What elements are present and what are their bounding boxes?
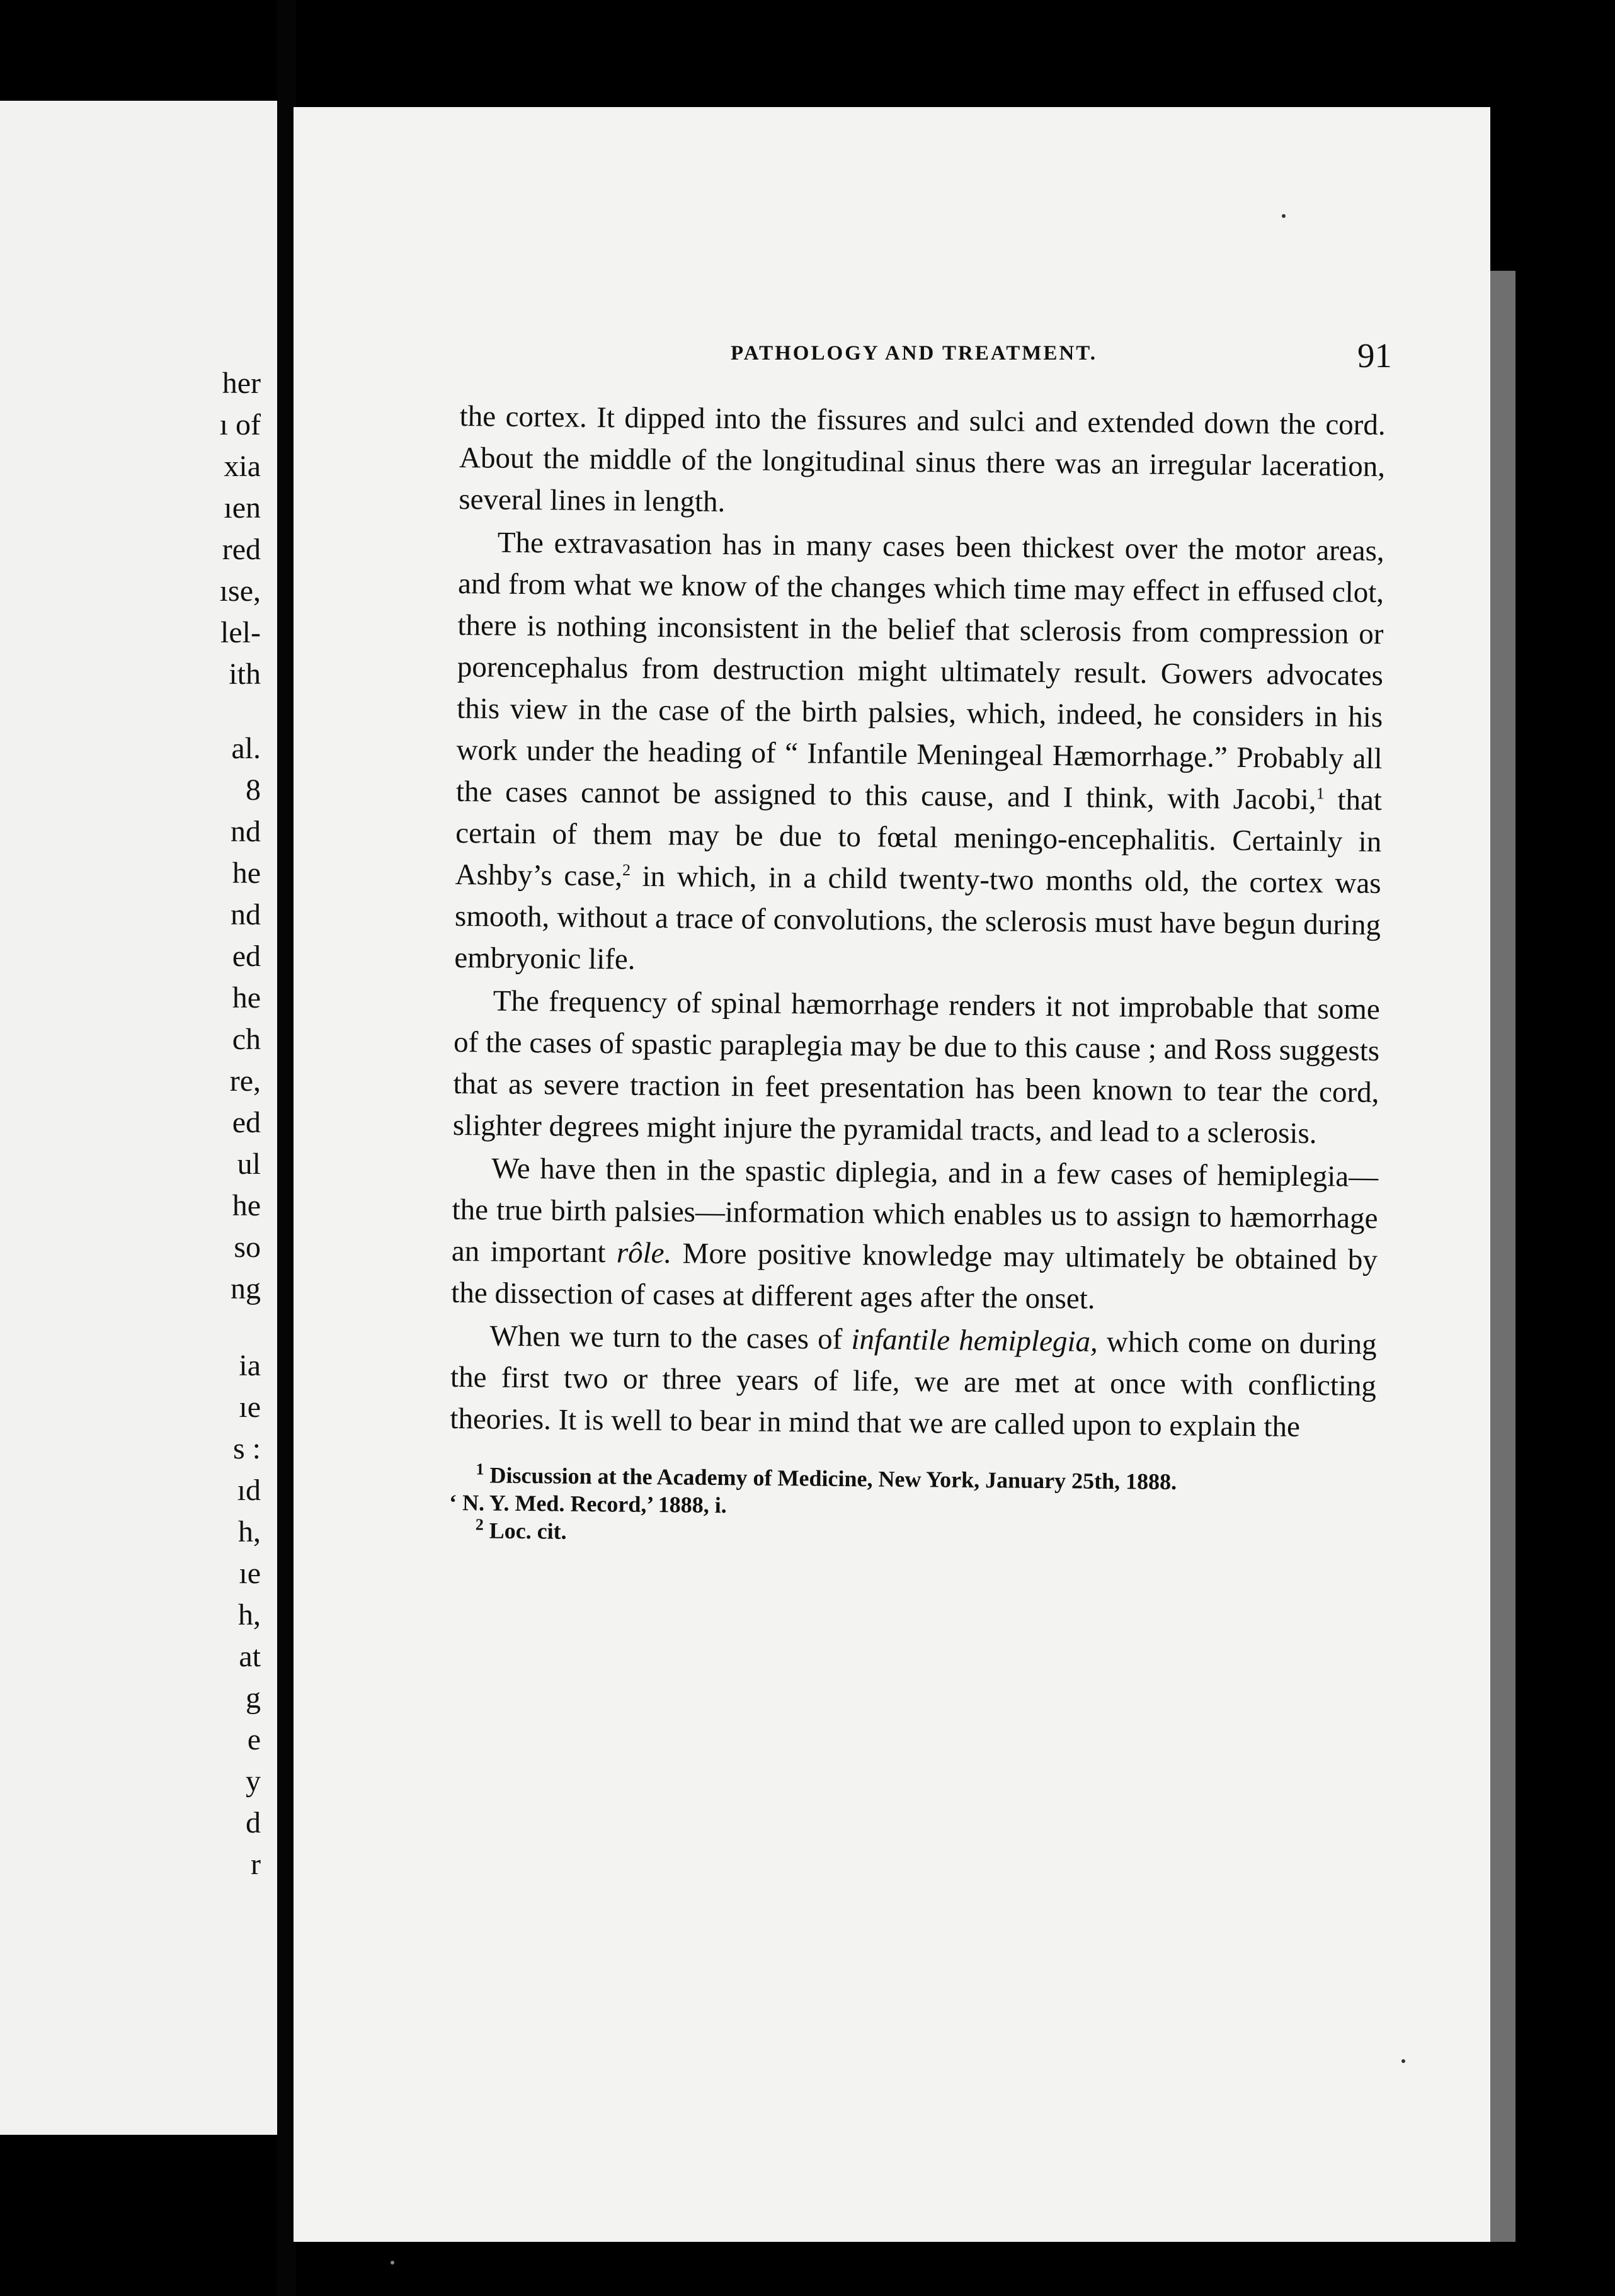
left-fragment: at xyxy=(239,1640,261,1673)
running-title: PATHOLOGY AND TREATMENT. xyxy=(731,342,1098,365)
left-fragment: 8 xyxy=(246,773,261,807)
text-run: in which, in a child twenty-two months old, the cortex was smooth, without a trace of convolutions, the sclerosis must have begun during embryonic life. xyxy=(454,860,1381,976)
left-fragment: g xyxy=(246,1681,261,1715)
paragraph-continued: the cortex. It dipped into the fissures and sulci and extended down the cord. About the middle of the longitudinal sinus there was an irregular laceration, several lines in length. xyxy=(459,399,1386,519)
left-fragment: ıe xyxy=(239,1390,261,1424)
paragraph-extravasation xyxy=(454,521,1384,987)
paper-speck xyxy=(1401,2059,1405,2063)
left-fragment: h, xyxy=(238,1598,261,1632)
body-text xyxy=(448,395,1385,1553)
page-number: 91 xyxy=(1357,336,1392,375)
text-run: which come on during the first two or three years of life, we are met at once with conflicting theories. It is well to bear in mind that we are called upon to explain the xyxy=(450,1325,1377,1443)
footnote-text: Discussion at the Academy of Medicine, New York, January 25th, 1888. xyxy=(484,1462,1177,1495)
text-run: When we turn to the cases of xyxy=(489,1319,852,1356)
left-fragment: ed xyxy=(232,940,261,973)
left-fragment: ed xyxy=(232,1106,261,1139)
left-fragment: nd xyxy=(231,815,261,848)
left-page-edge xyxy=(0,101,277,2135)
text-run: We have then in the spastic diplegia, and in a few cases of hemiplegia—the true birth palsies—information which enables us to assign to hæmorrhage an important xyxy=(451,1152,1379,1270)
footnote-ref-1: 1 xyxy=(1316,784,1325,803)
paper-speck xyxy=(391,2261,394,2265)
left-fragment: red xyxy=(222,533,261,566)
footnote-mark-1: 1 xyxy=(476,1460,484,1479)
paper-speck xyxy=(1282,214,1286,218)
page-edge-shadow xyxy=(1490,271,1515,2242)
left-fragment: al. xyxy=(231,732,261,765)
left-fragment: he xyxy=(232,981,261,1014)
left-fragment: ia xyxy=(239,1349,261,1382)
left-fragment: ı of xyxy=(219,408,261,441)
left-fragment: so xyxy=(234,1230,261,1264)
footnote-text: Loc. cit. xyxy=(483,1518,567,1544)
footnote-1-continued: ‘ N. Y. Med. Record,’ 1888, i. xyxy=(448,1489,727,1518)
paragraph-spastic-diplegia xyxy=(451,1147,1378,1322)
left-fragment: s : xyxy=(232,1432,261,1465)
footnote-ref-2: 2 xyxy=(622,860,631,879)
left-fragment: ıe xyxy=(239,1557,261,1590)
left-fragment: ıen xyxy=(224,491,261,525)
paragraph-infantile-hemiplegia xyxy=(450,1315,1377,1448)
left-fragment: d xyxy=(246,1806,261,1839)
left-fragment: nd xyxy=(231,898,261,931)
left-fragment: y xyxy=(246,1765,261,1798)
running-header xyxy=(435,338,1392,376)
left-fragment: ch xyxy=(232,1023,261,1056)
text-run: that certain of them may be due to fœtal meningo-encephalitis. Certainly in Ashby’s case, xyxy=(455,783,1383,893)
italic-run: infantile hemiplegia, xyxy=(851,1323,1099,1358)
text-run: The extravasation has in many cases been thickest over the motor areas, and from what we know of the changes which time may effect in effused clot, there is nothing inconsistent in the belief that sclerosis from compression or porencephalus from destruction might ultimately result. Gowers advocates this view in the case of the birth palsies, which, indeed, he considers in his work under the heading of “ Infantile Meningeal Hæmorrhage.” Probably all the cases cannot be assigned to this cause, and I think, with Jacobi, xyxy=(455,526,1384,817)
footnotes xyxy=(448,1461,1375,1553)
left-fragment: ith xyxy=(229,657,261,691)
left-fragment: r xyxy=(251,1848,261,1881)
left-fragment: xia xyxy=(224,450,261,483)
left-fragment: her xyxy=(222,367,261,400)
left-fragment: h, xyxy=(238,1515,261,1549)
left-fragment: ul xyxy=(237,1147,261,1181)
left-fragment: re, xyxy=(229,1064,261,1098)
text-run: More positive knowledge may ultimately be obtained by the dissection of cases at different ages after the onset. xyxy=(451,1237,1378,1316)
left-fragment: lel- xyxy=(220,616,261,649)
left-fragment: he xyxy=(232,856,261,890)
left-fragment: ıd xyxy=(237,1474,261,1507)
paragraph-spinal-haemorrhage: The frequency of spinal hæmorrhage renders it not improbable that some of the cases of spastic paraplegia may be due to this cause ; and Ross suggests that as severe traction in feet presentation has been known to tear the cord, slighter degrees might injure the pyramidal tracts, and lead to a sclerosis. xyxy=(452,984,1380,1151)
left-fragment: ıse, xyxy=(219,574,261,608)
footnote-mark-2: 2 xyxy=(475,1515,484,1534)
left-fragment: e xyxy=(247,1723,261,1756)
italic-run: rôle. xyxy=(616,1236,672,1270)
left-fragment: he xyxy=(232,1189,261,1222)
left-fragment: ng xyxy=(231,1272,261,1305)
